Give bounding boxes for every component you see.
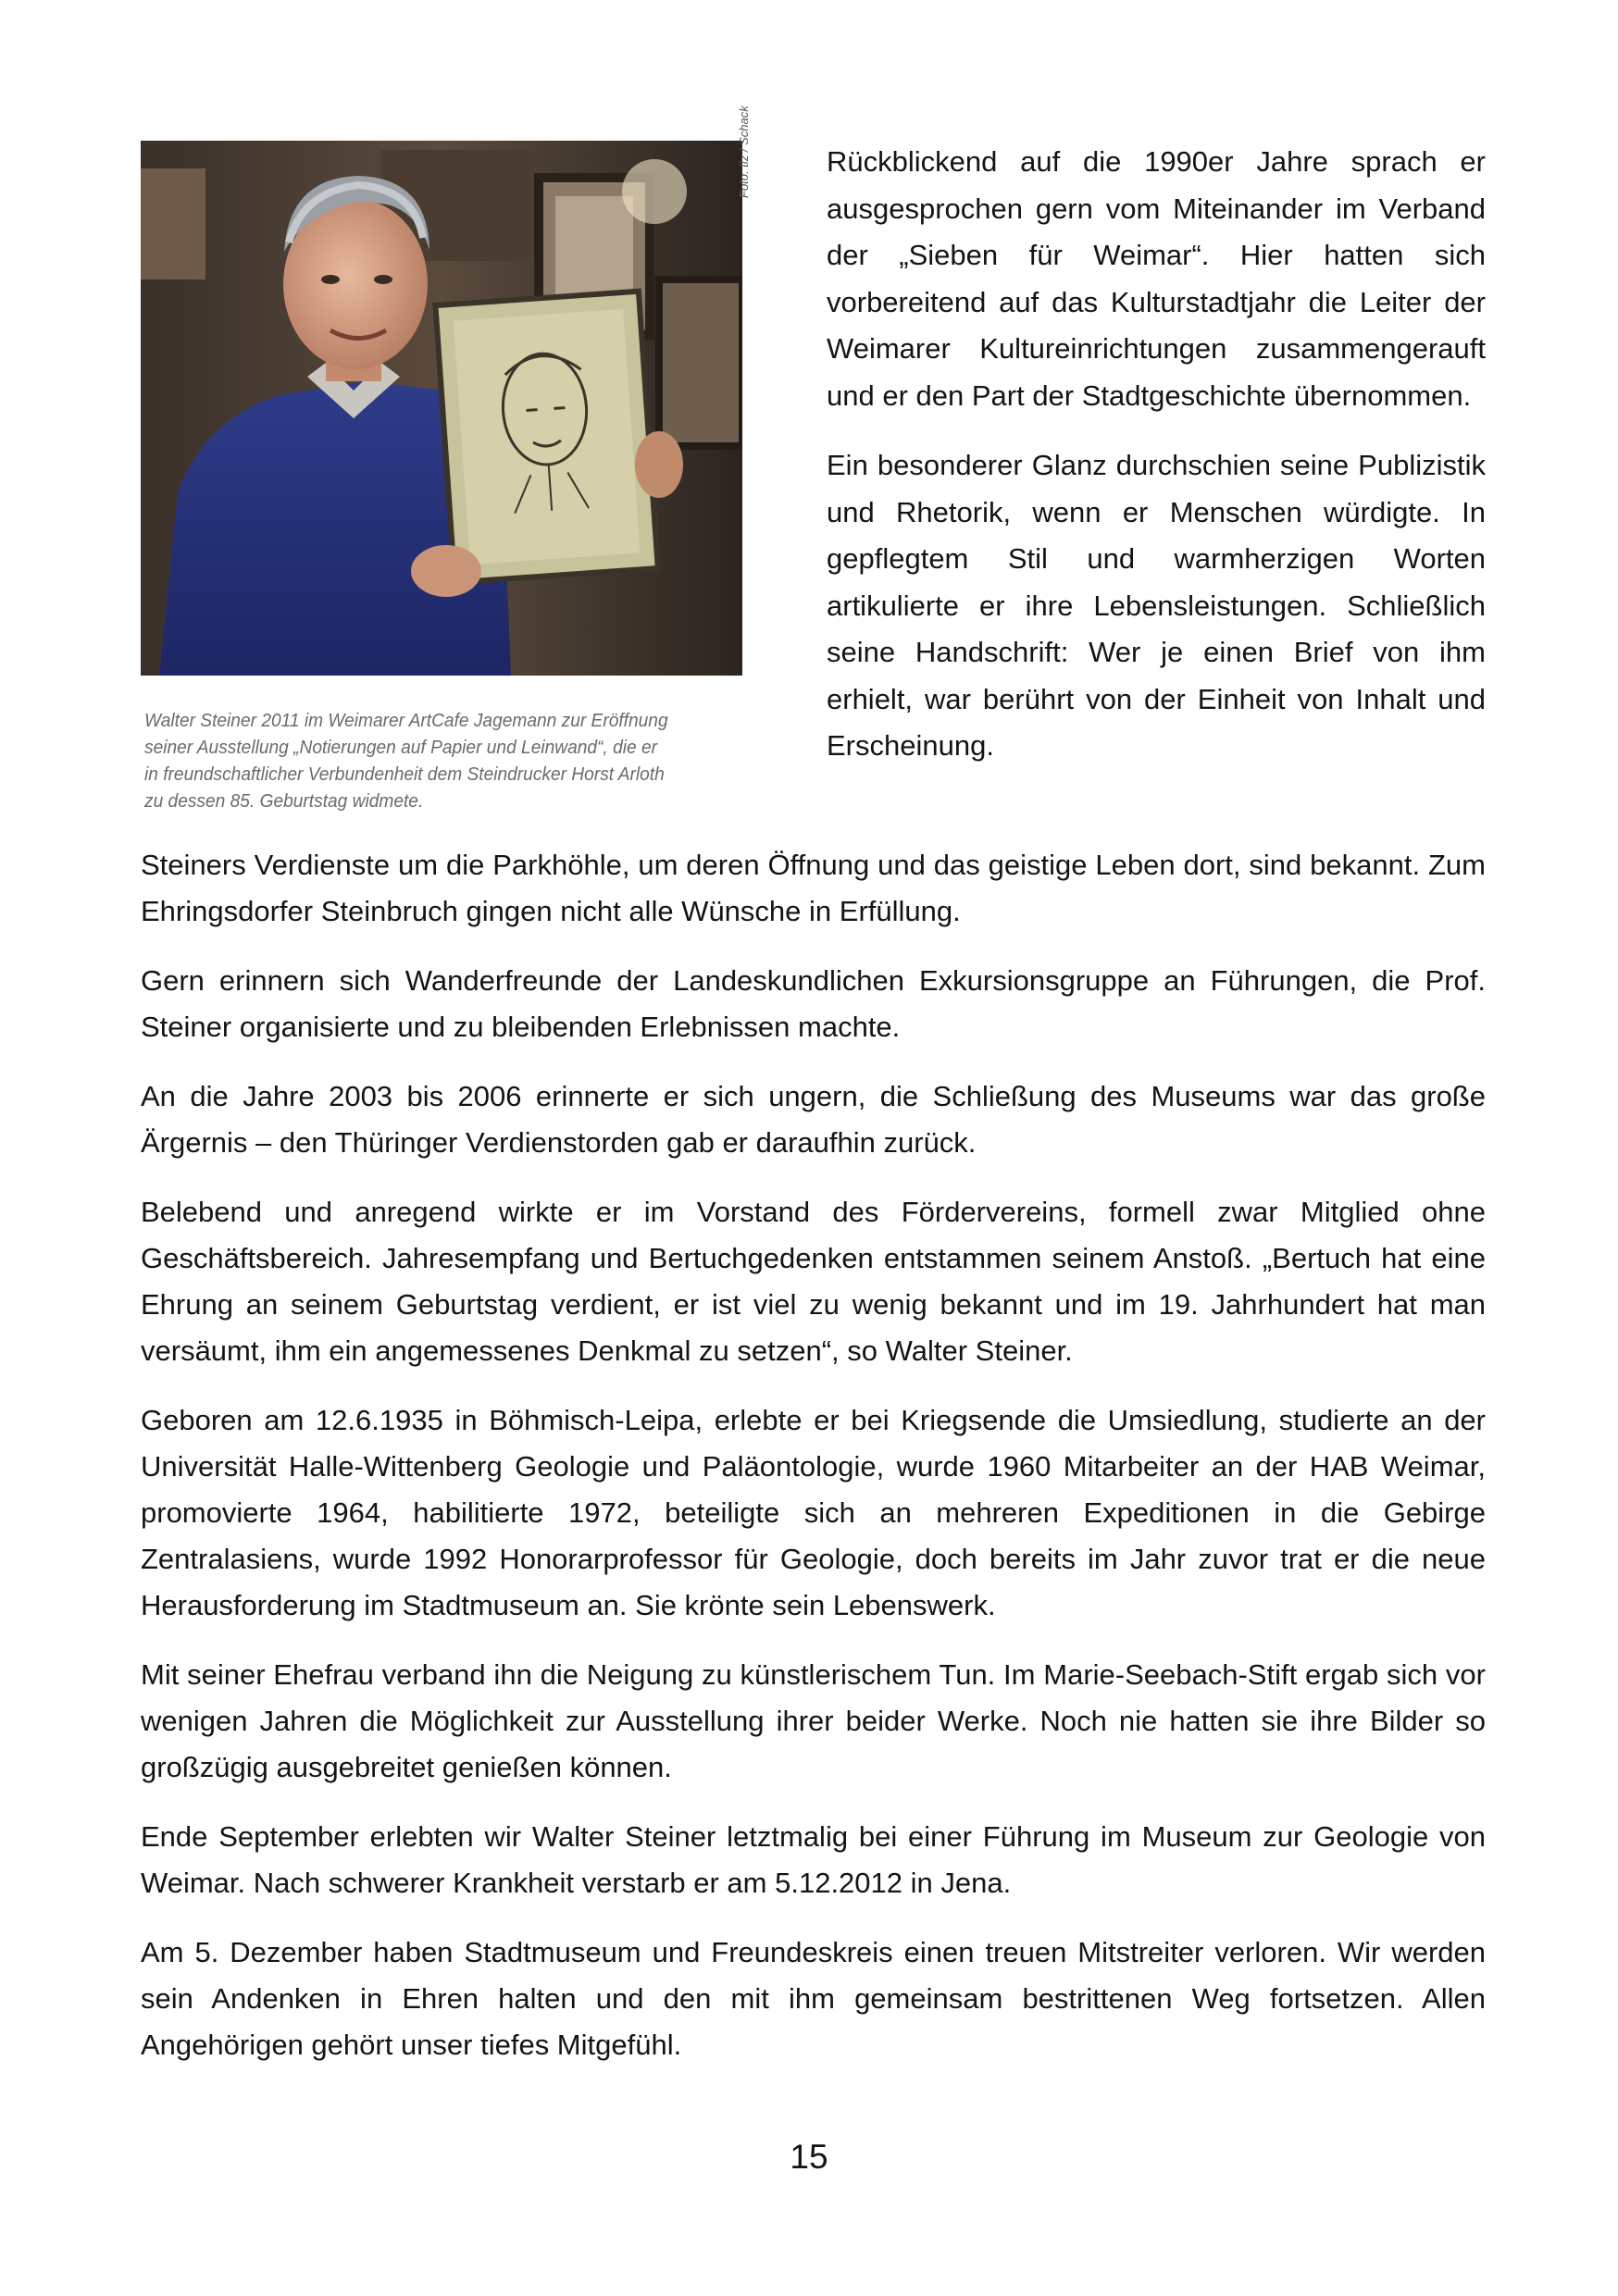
side-text-column (827, 139, 1486, 793)
body-paragraph: Steiners Verdienste um die Parkhöhle, um deren Öffnung und das geistige Leben dort, sind bekannt. Zum Ehringsdorfer Steinbruch gingen nicht alle Wünsche in Erfüllung. (141, 849, 1486, 927)
photo-caption-line: zu dessen 85. Geburtstag widmete. (144, 790, 424, 812)
body-paragraph: Am 5. Dezember haben Stadtmuseum und Freundeskreis einen treuen Mitstreiter verloren. Wir werden sein Andenken in Ehren halten und den mit ihm gemeinsam bestrittenen Weg fortsetzen. Allen Angehörigen gehört unser tiefes Mitgefühl. (141, 1936, 1486, 2061)
photo-credit: Foto: tlz / Schack (737, 105, 751, 198)
page-number: 15 (790, 2138, 828, 2176)
main-text-column (141, 842, 1486, 2091)
photo-caption-line: seiner Ausstellung „Notierungen auf Papier und Leinwand“, die er (144, 737, 657, 758)
photo-caption-line: Walter Steiner 2011 im Weimarer ArtCafe Jagemann zur Eröffnung (144, 710, 668, 731)
portrait-photo (141, 141, 742, 676)
body-paragraph: Belebend und anregend wirkte er im Vorstand des Fördervereins, formell zwar Mitglied ohne Geschäftsbereich. Jahresempfang und Bertuchgedenken entstammen seinem Anstoß. „Bertuch hat eine Ehrung an seinem Geburtstag verdient, er ist viel zu wenig bekannt und im 19. Jahrhundert hat man versäumt, ihm ein angemessenes Denkmal zu setzen“, so Walter Steiner. (141, 1196, 1486, 1367)
body-paragraph: Geboren am 12.6.1935 in Böhmisch-Leipa, erlebte er bei Kriegsende die Umsiedlung, studierte an der Universität Halle-Wittenberg Geologie und Paläontologie, wurde 1960 Mitarbeiter an der HAB Weimar, promovierte 1964, habilitierte 1972, beteiligte sich an mehreren Expeditionen in die Gebirge Zentralasiens, wurde 1992 Honorarprofessor für Geologie, doch bereits im Jahr zuvor trat er die neue Herausforderung im Stadtmuseum an. Sie krönte sein Lebenswerk. (141, 1404, 1486, 1621)
side-paragraph: Rückblickend auf die 1990er Jahre sprach er ausgesprochen gern vom Miteinander im Verband der „Sieben für Weimar“. Hier hatten sich vorbereitend auf das Kulturstadtjahr die Leiter der Weimarer Kultureinrichtungen zusammengerauft und er den Part der Stadtgeschichte übernommen. (827, 145, 1486, 412)
side-paragraph: Ein besonderer Glanz durchschien seine Publizistik und Rhetorik, wenn er Menschen würdigte. In gepflegtem Stil und warmherzigen Worten artikulierte er ihre Lebensleistungen. Schließlich seine Handschrift: Wer je einen Brief von ihm erhielt, war berührt von der Einheit von Inhalt und Erscheinung. (827, 449, 1486, 762)
body-paragraph: Mit seiner Ehefrau verband ihn die Neigung zu künstlerischem Tun. Im Marie-Seebach-Stift ergab sich vor wenigen Jahren die Möglichkeit zur Ausstellung ihrer beider Werke. Noch nie hatten sie ihre Bilder so großzügig ausgebreitet genießen können. (141, 1658, 1486, 1783)
body-paragraph: Gern erinnern sich Wanderfreunde der Landeskundlichen Exkursionsgruppe an Führungen, die Prof. Steiner organisierte und zu bleibenden Erlebnissen machte. (141, 964, 1486, 1043)
body-paragraph: An die Jahre 2003 bis 2006 erinnerte er sich ungern, die Schließung des Museums war das große Ärgernis – den Thüringer Verdienstorden gab er daraufhin zurück. (141, 1080, 1486, 1159)
portrait-photo-image (141, 141, 742, 676)
photo-caption-line: in freundschaftlicher Verbundenheit dem Steindrucker Horst Arloth (144, 763, 665, 785)
body-paragraph: Ende September erlebten wir Walter Steiner letztmalig bei einer Führung im Museum zur Geologie von Weimar. Nach schwerer Krankheit verstarb er am 5.12.2012 in Jena. (141, 1820, 1486, 1899)
photo-caption (144, 707, 747, 814)
photo-block (141, 105, 755, 824)
